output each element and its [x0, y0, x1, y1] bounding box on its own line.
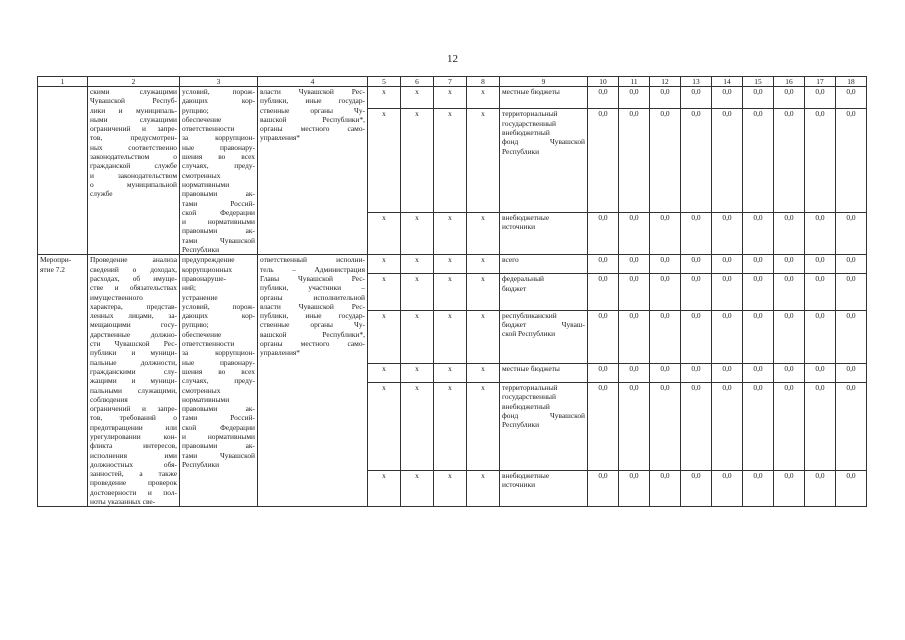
event-executors-line: власти Чувашской Рес- [260, 87, 365, 96]
value-cell: 0,0 [588, 471, 619, 507]
event-goal-line: тами Чувашской [182, 450, 255, 460]
header-cell-18: 18 [836, 77, 867, 87]
code-cell: x [401, 364, 434, 383]
value-cell: 0,0 [743, 87, 774, 109]
event-executors-line: управления* [260, 133, 300, 143]
event-goal-line: нормативными [182, 394, 230, 404]
event-executors [258, 87, 368, 255]
event-goal-line: рупцию; [182, 105, 209, 115]
code-cell: x [368, 109, 401, 212]
event-description-line: скими служащими [90, 87, 177, 96]
code-cell: x [434, 274, 467, 310]
header-cell-3: 3 [180, 77, 258, 87]
table-row [38, 255, 867, 274]
event-executors-line: органы местного само- [260, 124, 365, 134]
event-description-line: тов, предусмотрен- [90, 133, 177, 143]
value-cell: 0,0 [588, 109, 619, 212]
value-cell: 0,0 [836, 383, 867, 471]
event-description-line: ограничений и запре- [90, 404, 177, 414]
value-cell: 0,0 [681, 109, 712, 212]
funding-source-line: Республики [502, 420, 540, 430]
funding-source [500, 212, 588, 255]
code-cell: x [401, 109, 434, 212]
code-cell: x [434, 364, 467, 383]
value-cell: 0,0 [836, 255, 867, 274]
funding-source-line: всего [502, 255, 519, 265]
event-goal-line: смотренных [182, 385, 221, 395]
event-executors-line: органы местного само- [260, 339, 365, 349]
funding-source-line: территориальный [502, 109, 558, 119]
value-cell: 0,0 [836, 364, 867, 383]
code-cell: x [368, 255, 401, 274]
event-description [88, 87, 180, 255]
value-cell: 0,0 [774, 471, 805, 507]
event-description-line: гражданскими слу- [90, 366, 177, 376]
value-cell: 0,0 [712, 212, 743, 255]
funding-source-line: Республики [502, 146, 540, 156]
value-cell: 0,0 [619, 255, 650, 274]
funding-source-line: бюджет [502, 283, 527, 293]
event-description-line: законодательством о [90, 152, 177, 162]
code-cell: x [401, 255, 434, 274]
event-description-line: предотвращении или [90, 422, 177, 432]
event-executors-line: ственные органы Чу- [260, 320, 365, 330]
value-cell: 0,0 [588, 364, 619, 383]
value-cell: 0,0 [712, 87, 743, 109]
event-goal-line: ской Федерации [182, 422, 255, 432]
code-cell: x [368, 471, 401, 507]
value-cell: 0,0 [836, 274, 867, 310]
event-goal-line: тами Россий- [182, 198, 255, 208]
code-cell: x [401, 310, 434, 363]
event-label-line: Меропри- [40, 255, 72, 265]
event-description-line: соблюдения [90, 394, 128, 404]
header-cell-11: 11 [619, 77, 650, 87]
event-goal-line: ответственности [182, 124, 235, 134]
value-cell: 0,0 [805, 310, 836, 363]
value-cell: 0,0 [650, 471, 681, 507]
code-cell: x [467, 212, 500, 255]
code-cell: x [467, 255, 500, 274]
event-goal-line: правовыми ак- [182, 226, 255, 236]
value-cell: 0,0 [805, 383, 836, 471]
value-cell: 0,0 [650, 109, 681, 212]
funding-source-line: федеральный [502, 274, 544, 284]
event-goal-line: шения во всех [182, 366, 255, 376]
funding-source [500, 87, 588, 109]
code-cell: x [401, 274, 434, 310]
value-cell: 0,0 [836, 212, 867, 255]
event-description-line: расходах, об имуще- [90, 273, 177, 283]
event-description-line: лики и муниципаль- [90, 105, 177, 115]
event-goal-line: условий, порож- [182, 301, 255, 311]
value-cell: 0,0 [743, 310, 774, 363]
code-cell: x [434, 471, 467, 507]
event-executors-line: вашской Республики*, [260, 114, 365, 124]
value-cell: 0,0 [805, 212, 836, 255]
value-cell: 0,0 [774, 255, 805, 274]
code-cell: x [467, 274, 500, 310]
header-cell-10: 10 [588, 77, 619, 87]
event-description-line: тов, требований о [90, 413, 177, 423]
header-cell-7: 7 [434, 77, 467, 87]
code-cell: x [467, 364, 500, 383]
header-cell-6: 6 [401, 77, 434, 87]
value-cell: 0,0 [743, 383, 774, 471]
header-cell-17: 17 [805, 77, 836, 87]
value-cell: 0,0 [743, 274, 774, 310]
event-goal-line: дающих кор- [182, 311, 255, 321]
event-description-line: о муниципальной [90, 179, 177, 189]
event-goal-line: ответственности [182, 339, 235, 349]
funding-source-line: государственный [502, 392, 556, 402]
code-cell: x [368, 212, 401, 255]
value-cell: 0,0 [836, 471, 867, 507]
event-executors-line: публики, участники – [260, 283, 365, 293]
value-cell: 0,0 [588, 255, 619, 274]
event-executors-line: публики, иные государ- [260, 311, 365, 321]
event-description-line: пальными служащими, [90, 385, 177, 395]
value-cell: 0,0 [681, 364, 712, 383]
event-executors-line: управления* [260, 348, 300, 358]
event-description-line: и законодательством [90, 170, 177, 180]
event-description-line: пальные должности, [90, 357, 177, 367]
event-description-line: имущественного [90, 292, 143, 302]
event-description-line: дарственные должно- [90, 329, 177, 339]
value-cell: 0,0 [774, 383, 805, 471]
value-cell: 0,0 [836, 310, 867, 363]
value-cell: 0,0 [650, 310, 681, 363]
value-cell: 0,0 [743, 212, 774, 255]
value-cell: 0,0 [619, 383, 650, 471]
event-description-line: исполнения ими [90, 450, 177, 460]
value-cell: 0,0 [619, 212, 650, 255]
event-goal-line: смотренных [182, 170, 221, 180]
event-description-line: урегулировании кон- [90, 431, 177, 441]
event-executors-line: ственные органы Чу- [260, 105, 365, 115]
funding-source-line: источники [502, 480, 536, 490]
funding-source-line: внебюджетные [502, 471, 550, 481]
event-goal-line: случаях, преду- [182, 161, 255, 171]
table-row [38, 87, 867, 109]
event-description-line: Проведение анализа [90, 255, 177, 265]
code-cell: x [434, 255, 467, 274]
funding-source [500, 255, 588, 274]
event-goal-line: нормативными [182, 179, 230, 189]
funding-source [500, 471, 588, 507]
code-cell: x [368, 274, 401, 310]
event-goal-line: предупреждение [182, 255, 235, 265]
code-cell: x [467, 310, 500, 363]
value-cell: 0,0 [712, 364, 743, 383]
funding-source-line: местные бюджеты [502, 364, 560, 374]
funding-source [500, 364, 588, 383]
code-cell: x [467, 383, 500, 471]
value-cell: 0,0 [681, 274, 712, 310]
event-description-line: стве и обязательствах [90, 283, 177, 293]
value-cell: 0,0 [681, 255, 712, 274]
code-cell: x [401, 87, 434, 109]
code-cell: x [368, 364, 401, 383]
event-label [38, 87, 88, 255]
funding-source-line: ской Республики [502, 329, 556, 339]
event-goal-line: обеспечение [182, 329, 222, 339]
code-cell: x [467, 471, 500, 507]
funding-source-line: внебюджетный [502, 401, 550, 411]
event-executors-line: ответственный исполни- [260, 255, 365, 265]
event-goal-line: правовыми ак- [182, 189, 255, 199]
value-cell: 0,0 [712, 310, 743, 363]
code-cell: x [368, 383, 401, 471]
header-cell-13: 13 [681, 77, 712, 87]
code-cell: x [434, 109, 467, 212]
code-cell: x [368, 310, 401, 363]
header-cell-16: 16 [774, 77, 805, 87]
event-goal-line: тами Россий- [182, 413, 255, 423]
header-cell-8: 8 [467, 77, 500, 87]
value-cell: 0,0 [743, 255, 774, 274]
event-executors-line: власти Чувашской Рес- [260, 301, 365, 311]
event-goal-line: тами Чувашской [182, 235, 255, 245]
value-cell: 0,0 [588, 212, 619, 255]
event-goal-line: коррупционных [182, 264, 233, 274]
code-cell: x [434, 310, 467, 363]
event-executors-line: органы исполнительной [260, 292, 365, 302]
code-cell: x [467, 109, 500, 212]
event-description-line: ленных лицами, за- [90, 311, 177, 321]
event-description-line: ноты указанных све- [90, 497, 156, 507]
event-goal-line: обеспечение [182, 114, 222, 124]
value-cell: 0,0 [619, 471, 650, 507]
funding-source [500, 310, 588, 363]
value-cell: 0,0 [712, 383, 743, 471]
event-goal-line: рупцию; [182, 320, 209, 330]
table-body [38, 87, 867, 507]
funding-source-line: местные бюджеты [502, 87, 560, 96]
value-cell: 0,0 [774, 212, 805, 255]
event-description-line: мещающими госу- [90, 320, 177, 330]
event-goal-line: шения во всех [182, 152, 255, 162]
event-goal-line: и нормативными [182, 217, 255, 227]
code-cell: x [434, 383, 467, 471]
event-description-line: достоверности и пол- [90, 487, 177, 497]
event-goal [180, 87, 258, 255]
value-cell: 0,0 [712, 274, 743, 310]
event-description-line: ными служащими [90, 114, 177, 124]
header-cell-1: 1 [38, 77, 88, 87]
event-executors-line: публики, иные государ- [260, 96, 365, 106]
event-goal-line: Республики [182, 245, 220, 255]
value-cell: 0,0 [650, 87, 681, 109]
event-executors-line: вашской Республики*, [260, 329, 365, 339]
value-cell: 0,0 [712, 109, 743, 212]
event-goal-line: правовыми ак- [182, 441, 255, 451]
funding-source-line: внебюджетный [502, 127, 550, 137]
event-description-line: Чувашской Респуб- [90, 96, 177, 106]
funding-source-line: внебюджетные [502, 212, 550, 222]
value-cell: 0,0 [805, 471, 836, 507]
header-cell-14: 14 [712, 77, 743, 87]
header-cell-4: 4 [258, 77, 368, 87]
value-cell: 0,0 [774, 274, 805, 310]
event-description-line: публики и муници- [90, 348, 177, 358]
funding-source [500, 274, 588, 310]
event-goal-line: случаях, преду- [182, 376, 255, 386]
code-cell: x [401, 471, 434, 507]
event-goal-line: ний; [182, 283, 196, 293]
value-cell: 0,0 [650, 255, 681, 274]
value-cell: 0,0 [588, 383, 619, 471]
event-goal-line: ные правонару- [182, 357, 255, 367]
value-cell: 0,0 [712, 255, 743, 274]
value-cell: 0,0 [619, 310, 650, 363]
value-cell: 0,0 [743, 364, 774, 383]
value-cell: 0,0 [681, 87, 712, 109]
value-cell: 0,0 [836, 109, 867, 212]
code-cell: x [401, 212, 434, 255]
event-description-line: гражданской службе [90, 161, 177, 171]
funding-source-line: территориальный [502, 383, 558, 393]
event-goal-line: условий, порож- [182, 87, 255, 96]
event-description-line: ограничений и запре- [90, 124, 177, 134]
header-cell-2: 2 [88, 77, 180, 87]
value-cell: 0,0 [619, 274, 650, 310]
header-cell-5: 5 [368, 77, 401, 87]
event-executors [258, 255, 368, 507]
event-goal-line: правонаруше- [182, 273, 227, 283]
value-cell: 0,0 [619, 364, 650, 383]
value-cell: 0,0 [619, 87, 650, 109]
event-goal-line: за коррупцион- [182, 133, 255, 143]
value-cell: 0,0 [774, 364, 805, 383]
header-cell-9: 9 [500, 77, 588, 87]
value-cell: 0,0 [743, 109, 774, 212]
event-description-line: фликта интересов, [90, 441, 177, 451]
code-cell: x [434, 87, 467, 109]
event-description-line: сти Чувашской Рес- [90, 339, 177, 349]
event-goal [180, 255, 258, 507]
value-cell: 0,0 [650, 212, 681, 255]
event-executors-line: Главы Чувашской Рес- [260, 273, 365, 283]
header-row [38, 77, 867, 87]
value-cell: 0,0 [805, 364, 836, 383]
value-cell: 0,0 [588, 310, 619, 363]
value-cell: 0,0 [681, 310, 712, 363]
funding-source-line: фонд Чувашской [502, 411, 585, 421]
code-cell: x [434, 212, 467, 255]
code-cell: x [368, 87, 401, 109]
funding-source-line: фонд Чувашской [502, 137, 585, 147]
funding-source [500, 109, 588, 212]
header-cell-15: 15 [743, 77, 774, 87]
value-cell: 0,0 [805, 109, 836, 212]
value-cell: 0,0 [650, 274, 681, 310]
value-cell: 0,0 [588, 87, 619, 109]
event-description-line: службе [90, 189, 113, 199]
event-description-line: занностей, а также [90, 469, 177, 479]
event-description-line: ных соответственно [90, 142, 177, 152]
value-cell: 0,0 [805, 255, 836, 274]
value-cell: 0,0 [650, 383, 681, 471]
funding-source-line: государственный [502, 118, 556, 128]
event-goal-line: и нормативными [182, 431, 255, 441]
event-executors-line: тель – Администрация [260, 264, 365, 274]
event-goal-line: правовыми ак- [182, 404, 255, 414]
event-description-line: сведений о доходах, [90, 264, 177, 274]
value-cell: 0,0 [681, 471, 712, 507]
event-goal-line: за коррупцион- [182, 348, 255, 358]
value-cell: 0,0 [836, 87, 867, 109]
funding-source-line: республиканский [502, 310, 557, 320]
funding-source-line: бюджет Чуваш- [502, 319, 585, 329]
value-cell: 0,0 [805, 87, 836, 109]
event-description-line: должностных обя- [90, 459, 177, 469]
funding-source [500, 383, 588, 471]
event-label-line: ятие 7.2 [40, 264, 65, 274]
value-cell: 0,0 [774, 310, 805, 363]
value-cell: 0,0 [588, 274, 619, 310]
event-description [88, 255, 180, 507]
value-cell: 0,0 [712, 471, 743, 507]
event-label [38, 255, 88, 507]
value-cell: 0,0 [650, 364, 681, 383]
value-cell: 0,0 [619, 109, 650, 212]
value-cell: 0,0 [805, 274, 836, 310]
program-table [37, 76, 867, 507]
value-cell: 0,0 [774, 109, 805, 212]
value-cell: 0,0 [681, 383, 712, 471]
event-description-line: жащими и муници- [90, 376, 177, 386]
event-description-line: характера, представ- [90, 301, 177, 311]
funding-source-line: источники [502, 221, 536, 231]
event-goal-line: дающих кор- [182, 96, 255, 106]
code-cell: x [467, 87, 500, 109]
event-goal-line: ской Федерации [182, 207, 255, 217]
event-goal-line: ные правонару- [182, 142, 255, 152]
event-goal-line: Республики [182, 459, 220, 469]
code-cell: x [401, 383, 434, 471]
header-cell-12: 12 [650, 77, 681, 87]
value-cell: 0,0 [743, 471, 774, 507]
page-number: 12 [447, 53, 458, 65]
value-cell: 0,0 [681, 212, 712, 255]
event-goal-line: устранение [182, 292, 218, 302]
value-cell: 0,0 [774, 87, 805, 109]
event-description-line: проведение проверок [90, 478, 177, 488]
